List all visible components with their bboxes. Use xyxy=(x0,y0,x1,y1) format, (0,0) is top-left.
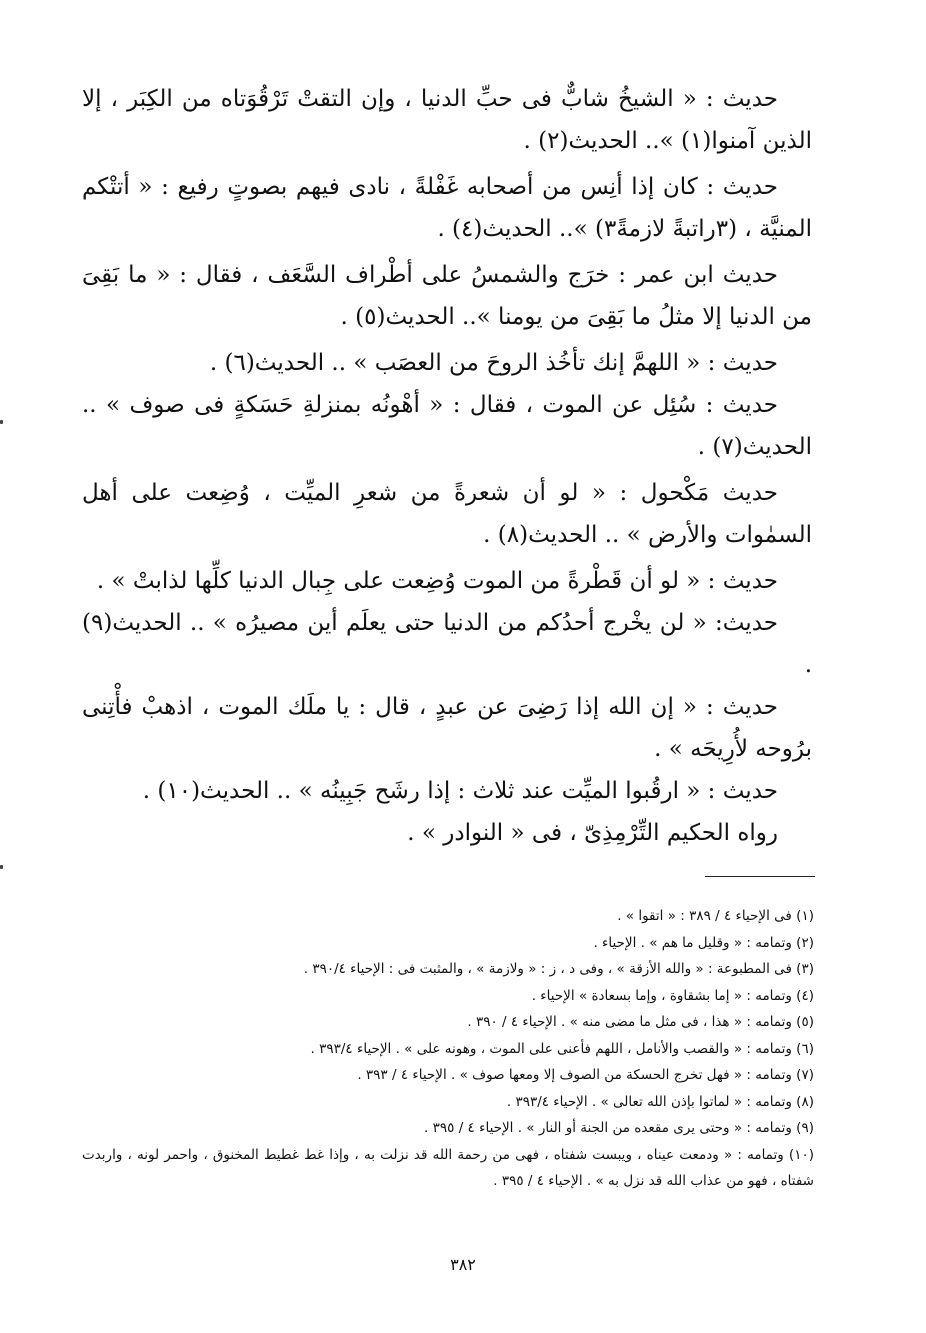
footnote-divider xyxy=(705,876,815,877)
footnote-6: (٦) وتمامه : « والقصب والأنامل ، اللهم فأعنى على الموت ، وهونه على » . الإحياء ٣٩٣/٤ . xyxy=(310,1040,814,1057)
footnote-1: (١) فى الإحياء ٤ / ٣٨٩ : « اتقوا » . xyxy=(617,908,814,924)
footnote-9: (٩) وتمامه : « وحتى يرى مقعده من الجنة أو النار » . الإحياء ٤ / ٣٩٥ . xyxy=(424,1120,814,1136)
hadith-paragraph-1: حديث : « الشيخُ شابٌّ فى حبِّ الدنيا ، وإن التقتْ تَرْقُوَتاه من الكِبَر ، إلا الذين آمنوا(١) ».. الحديث(٢) . xyxy=(82,86,812,154)
page-number: ٣٨٢ xyxy=(450,1255,476,1274)
hadith-paragraph-9: حديث : « إن الله إذا رَضِىَ عن عبدٍ ، قال : يا ملَك الموت ، اذهبْ فأْتِنى برُوحه لأُرِيحَه » . xyxy=(82,694,812,762)
hadith-paragraph-10: حديث : « ارقُبوا الميِّت عند ثلاث : إذا رشَح جَبِينُه » .. الحديث(١٠) . xyxy=(142,778,778,804)
narration-source: رواه الحكيم التِّرْمِذِىّ ، فى « النوادر » . xyxy=(407,820,778,846)
scan-edge-mark xyxy=(0,420,3,424)
main-text-block xyxy=(82,78,812,854)
hadith-paragraph-6: حديث مَكْحول : « لو أن شعرةً من شعرِ الميِّت ، وُضِعت على أهل السمٰوات والأرض » .. الحديث(٨) . xyxy=(82,480,812,548)
hadith-paragraph-2: حديث : كان إذا أنِس من أصحابه غَفْلةً ، نادى فيهم بصوتٍ رفيع : « أتتْكم المنيَّة ، (٣راتبةً لازمةً٣) ».. الحديث(٤) . xyxy=(82,174,812,242)
footnote-4: (٤) وتمامه : « إما بشقاوة ، وإما بسعادة » الإحياء . xyxy=(531,987,814,1004)
hadith-paragraph-7: حديث : « لو أن قَطْرةً من الموت وُضِعت على جِبال الدنيا كلِّها لذابتْ » . xyxy=(96,568,778,594)
footnote-10: (١٠) وتمامه : « ودمعت عيناه ، ويبست شفتاه ، فهى من رحمة الله قد نزلت به ، وإذا غط غطيط المخنوق ، واحمر لونه ، واربدت شفتاه ، فهو من عذاب الله قد نزل به » . الإحياء ٤ / ٣٩٥ . xyxy=(82,1146,814,1189)
scan-edge-mark xyxy=(0,865,3,869)
hadith-paragraph-8: حديث: « لن يخْرج أحدُكم من الدنيا حتى يعلَم أين مصيرُه » .. الحديث(٩) . xyxy=(82,610,812,678)
footnote-5: (٥) وتمامه : « هذا ، فى مثل ما مضى منه » . الإحياء ٤ / ٣٩٠ . xyxy=(467,1014,814,1030)
hadith-paragraph-4: حديث : « اللهمَّ إنك تأخُذ الروحَ من العصَب » .. الحديث(٦) . xyxy=(209,350,778,376)
footnote-3: (٣) فى المطبوعة : « والله الأزقة » ، وفى د ، ز : « ولازمة » ، والمثبت فى : الإحياء ٣٩٠/٤ . xyxy=(303,961,814,977)
hadith-paragraph-3: حديث ابن عمر : خرَج والشمسُ على أطْراف السَّعَف ، فقال : « ما بَقِىَ من الدنيا إلا مثلُ ما بَقِىَ من يومنا ».. الحديث(٥) . xyxy=(82,262,812,330)
footnote-7: (٧) وتمامه : « فهل تخرج الحسكة من الصوف إلا ومعها صوف » . الإحياء ٤ / ٣٩٣ . xyxy=(357,1067,814,1083)
hadith-paragraph-5: حديث : سُئِل عن الموت ، فقال : « أهْونُه بمنزلةِ حَسَكةٍ فى صوف » .. الحديث(٧) . xyxy=(82,392,812,460)
footnote-2: (٢) وتمامه : « وقليل ما هم » . الإحياء . xyxy=(593,934,814,951)
footnote-8: (٨) وتمامه : « لماتوا بإذن الله تعالى » . الإحياء ٣٩٣/٤ . xyxy=(506,1093,814,1110)
footnotes-block xyxy=(82,903,814,1195)
